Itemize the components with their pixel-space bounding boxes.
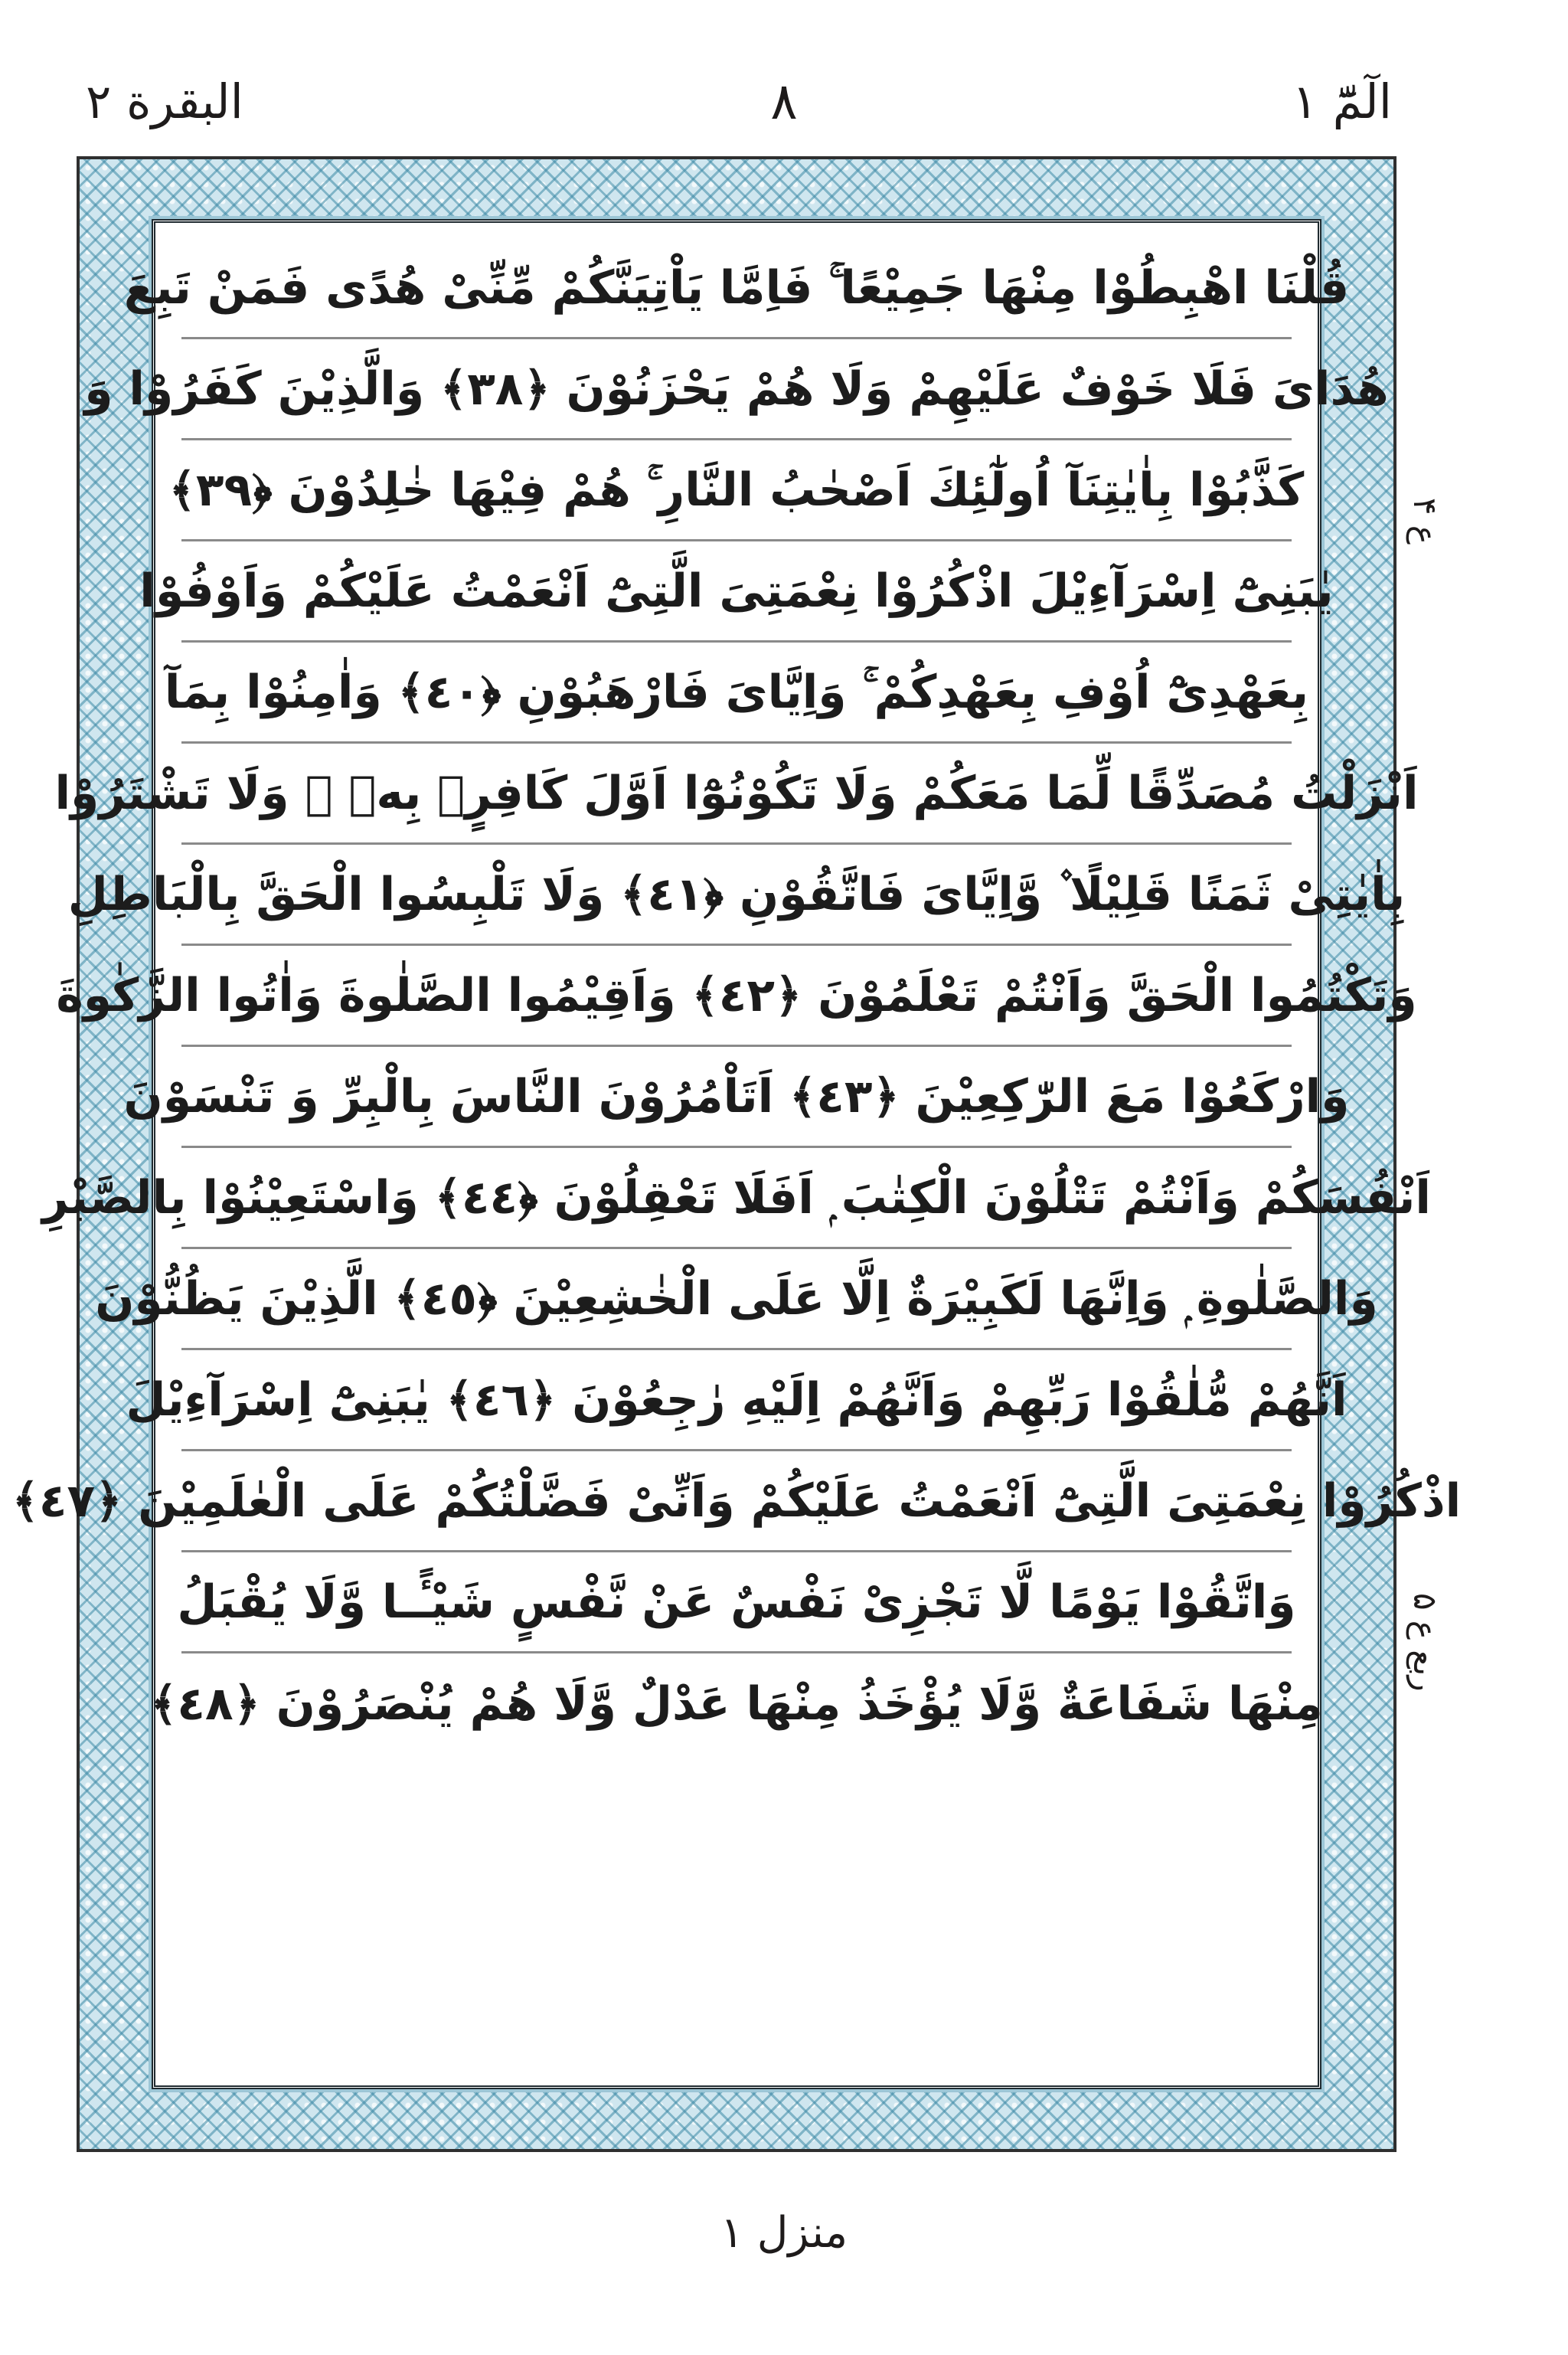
text-line-11: وَالصَّلٰوةِ ۭ وَاِنَّهَا لَكَبِيْرَةٌ اِلَّا عَلَى الْخٰشِعِيْنَ ﴿٤٥﴾ الَّذِيْنَ يَظُنُّوْنَ xyxy=(181,1249,1292,1350)
surah-label: البقرة ٢ xyxy=(86,74,243,129)
page-number: ٨ xyxy=(770,72,798,131)
manzil-label: منزل ١ xyxy=(720,2208,848,2258)
text-line-12: اَنَّهُمْ مُّلٰقُوْا رَبِّهِمْ وَاَنَّهُمْ اِلَيْهِ رٰجِعُوْنَ ﴿٤٦﴾ يٰبَنِىْٓ اِسْرَآءِيْلَ xyxy=(181,1350,1292,1451)
text-line-3: كَذَّبُوْا بِاٰيٰتِنَآ اُولٰٓئِكَ اَصْحٰبُ النَّارِ ۚ هُمْ فِيْهَا خٰلِدُوْنَ ﴿٣٩﴾ xyxy=(181,440,1292,541)
text-line-9: وَارْكَعُوْا مَعَ الرّٰكِعِيْنَ ﴿٤٣﴾ اَتَاْمُرُوْنَ النَّاسَ بِالْبِرِّ وَ تَنْسَوْنَ xyxy=(181,1047,1292,1148)
juz-label: الٓمّٓ ١ xyxy=(1292,74,1392,129)
text-line-1: قُلْنَا اهْبِطُوْا مِنْهَا جَمِيْعًا ۚ فَاِمَّا يَاْتِيَنَّكُمْ مِّنِّىْ هُدًى فَمَنْ تَبِعَ xyxy=(181,238,1292,339)
text-line-6: اَنْزَلْتُ مُصَدِّقًا لِّمَا مَعَكُمْ وَلَا تَكُوْنُوْٓا اَوَّلَ كَافِرٍۢ بِهٖ ۖ وَلَا تَشْتَرُوْا xyxy=(181,744,1292,845)
ruku-marker: ع ۴ xyxy=(1406,498,1444,545)
text-line-7: بِاٰيٰتِىْ ثَمَنًا قَلِيْلًا ۫ وَّاِيَّاىَ فَاتَّقُوْنِ ﴿٤١﴾ وَلَا تَلْبِسُوا الْحَقَّ بِالْبَاطِلِ xyxy=(181,845,1292,946)
rub-ruku-marker: ربع ع ۵ xyxy=(1406,1593,1444,1692)
text-line-10: اَنْفُسَكُمْ وَاَنْتُمْ تَتْلُوْنَ الْكِتٰبَ ۭ اَفَلَا تَعْقِلُوْنَ ﴿٤٤﴾ وَاسْتَعِيْنُوْا بِالصَّبْرِ xyxy=(181,1148,1292,1249)
text-line-5: بِعَهْدِىْٓ اُوْفِ بِعَهْدِكُمْ ۚ وَاِيَّاىَ فَارْهَبُوْنِ ﴿٤٠﴾ وَاٰمِنُوْا بِمَآ xyxy=(181,643,1292,744)
text-line-15: مِنْهَا شَفَاعَةٌ وَّلَا يُؤْخَذُ مِنْهَا عَدْلٌ وَّلَا هُمْ يُنْصَرُوْنَ ﴿٤٨﴾ xyxy=(150,1677,1323,1731)
text-line-2: هُدَاىَ فَلَا خَوْفٌ عَلَيْهِمْ وَلَا هُمْ يَحْزَنُوْنَ ﴿٣٨﴾ وَالَّذِيْنَ كَفَرُوْا وَ xyxy=(181,339,1292,440)
text-line-14: وَاتَّقُوْا يَوْمًا لَّا تَجْزِىْ نَفْسٌ عَنْ نَّفْسٍ شَيْـًٔـا وَّلَا يُقْبَلُ xyxy=(181,1552,1292,1653)
text-line-8: وَتَكْتُمُوا الْحَقَّ وَاَنْتُمْ تَعْلَمُوْنَ ﴿٤٢﴾ وَاَقِيْمُوا الصَّلٰوةَ وَاٰتُوا الزَّكٰوةَ xyxy=(181,946,1292,1047)
text-line-4: يٰبَنِىْٓ اِسْرَآءِيْلَ اذْكُرُوْا نِعْمَتِىَ الَّتِىْٓ اَنْعَمْتُ عَلَيْكُمْ وَاَوْفُوْا xyxy=(181,541,1292,643)
text-line-13: اذْكُرُوْا نِعْمَتِىَ الَّتِىْٓ اَنْعَمْتُ عَلَيْكُمْ وَاَنِّىْ فَضَّلْتُكُمْ عَلَى الْعٰلَمِيْنَ ﴿٤٧﴾ xyxy=(181,1451,1292,1552)
